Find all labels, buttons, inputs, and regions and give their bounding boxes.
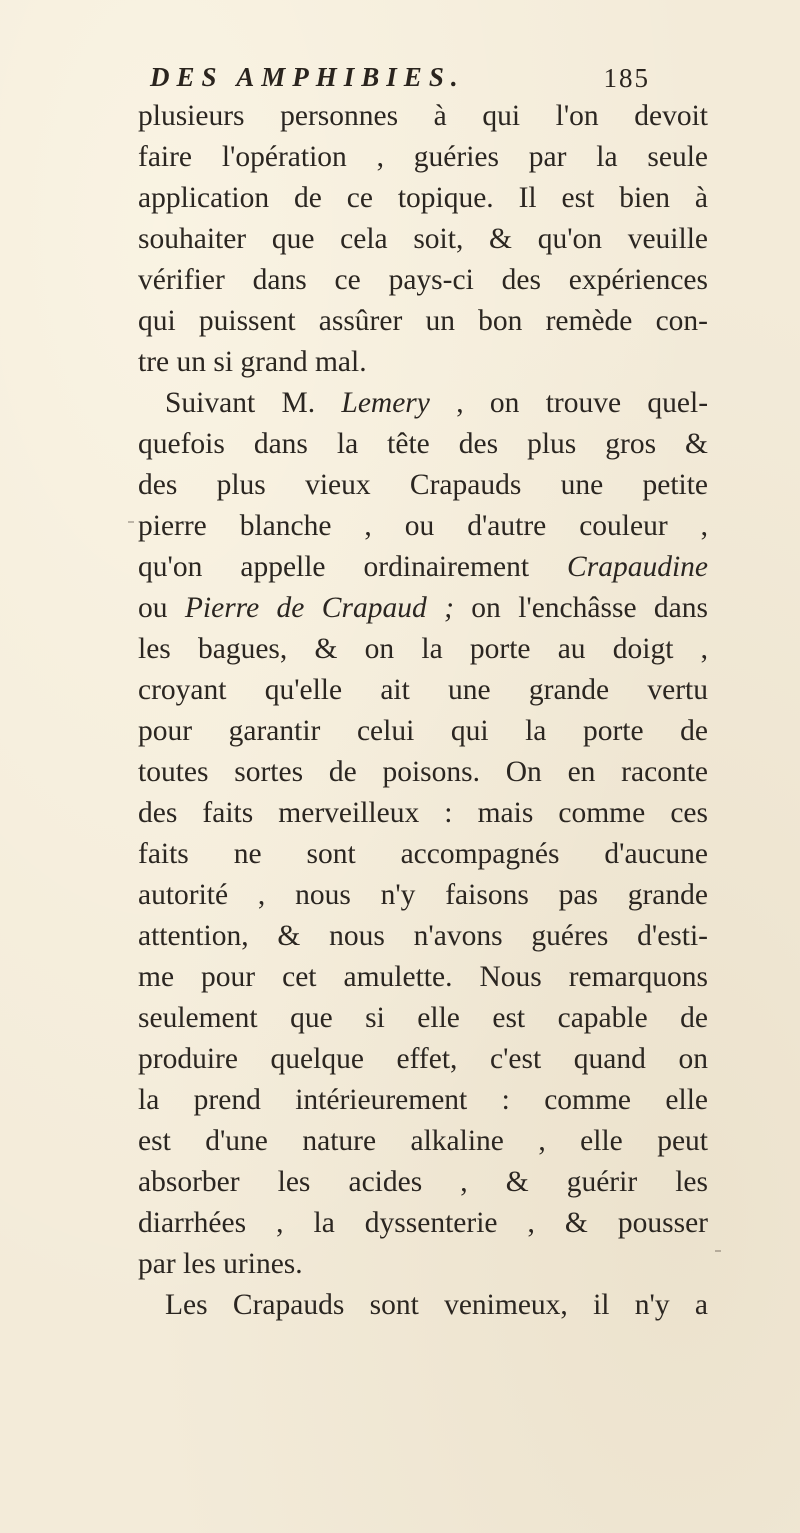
author-name: Lemery	[341, 387, 430, 419]
text-line: des faits merveilleux : mais comme ces	[138, 797, 708, 829]
text-line: qui puissent assûrer un bon remède con-	[138, 305, 708, 337]
text-line: pour garantir celui qui la porte de	[138, 715, 708, 747]
text-line: souhaiter que cela soit, & qu'on veuille	[138, 223, 708, 255]
text-line: faits ne sont accompagnés d'aucune	[138, 838, 708, 870]
text-line: croyant qu'elle ait une grande vertu	[138, 674, 708, 706]
text-line: toutes sortes de poisons. On en raconte	[138, 756, 708, 788]
text-line: la prend intérieurement : comme elle	[138, 1084, 708, 1116]
text-line: application de ce topique. Il est bien à	[138, 182, 708, 214]
text-line: vérifier dans ce pays-ci des expériences	[138, 264, 708, 296]
text-segment: qu'on appelle ordinairement	[138, 551, 530, 583]
page-number: 185	[603, 63, 650, 93]
running-title: DES AMPHIBIES.	[150, 62, 465, 92]
text-line: les bagues, & on la porte au doigt ,	[138, 633, 708, 665]
text-line: pierre blanche , ou d'autre couleur ,	[138, 510, 708, 542]
text-line: faire l'opération , guéries par la seule	[138, 141, 708, 173]
text-line: autorité , nous n'y faisons pas grande	[138, 879, 708, 911]
text-line: est d'une nature alkaline , elle peut	[138, 1125, 708, 1157]
margin-mark	[715, 1250, 721, 1252]
text-line	[165, 383, 708, 423]
text-line: tre un si grand mal.	[138, 346, 367, 378]
term-italic: Crapaudine	[567, 551, 708, 583]
text-line: des plus vieux Crapauds une petite	[138, 469, 708, 501]
text-line: attention, & nous n'avons guéres d'esti-	[138, 920, 708, 952]
text-line: absorber les acides , & guérir les	[138, 1166, 708, 1198]
term-italic: Pierre de Crapaud ;	[184, 592, 454, 624]
text-segment: on l'enchâsse dans	[471, 592, 708, 624]
text-line: seulement que si elle est capable de	[138, 1002, 708, 1034]
text-line: plusieurs personnes à qui l'on devoit	[138, 100, 708, 132]
text-line: diarrhées , la dyssenterie , & pousser	[138, 1207, 708, 1239]
text-line: par les urines.	[138, 1248, 303, 1280]
text-line: quefois dans la tête des plus gros &	[138, 428, 708, 460]
text-line	[138, 588, 708, 628]
text-line	[138, 547, 708, 587]
text-segment: Suivant M.	[165, 387, 316, 419]
text-line: Les Crapauds sont venimeux, il n'y a	[165, 1289, 708, 1321]
text-line: me pour cet amulette. Nous remarquons	[138, 961, 708, 993]
text-segment: ou	[138, 592, 168, 624]
margin-mark	[128, 521, 134, 523]
text-line: produire quelque effet, c'est quand on	[138, 1043, 708, 1075]
text-segment: , on trouve quel-	[456, 387, 709, 419]
